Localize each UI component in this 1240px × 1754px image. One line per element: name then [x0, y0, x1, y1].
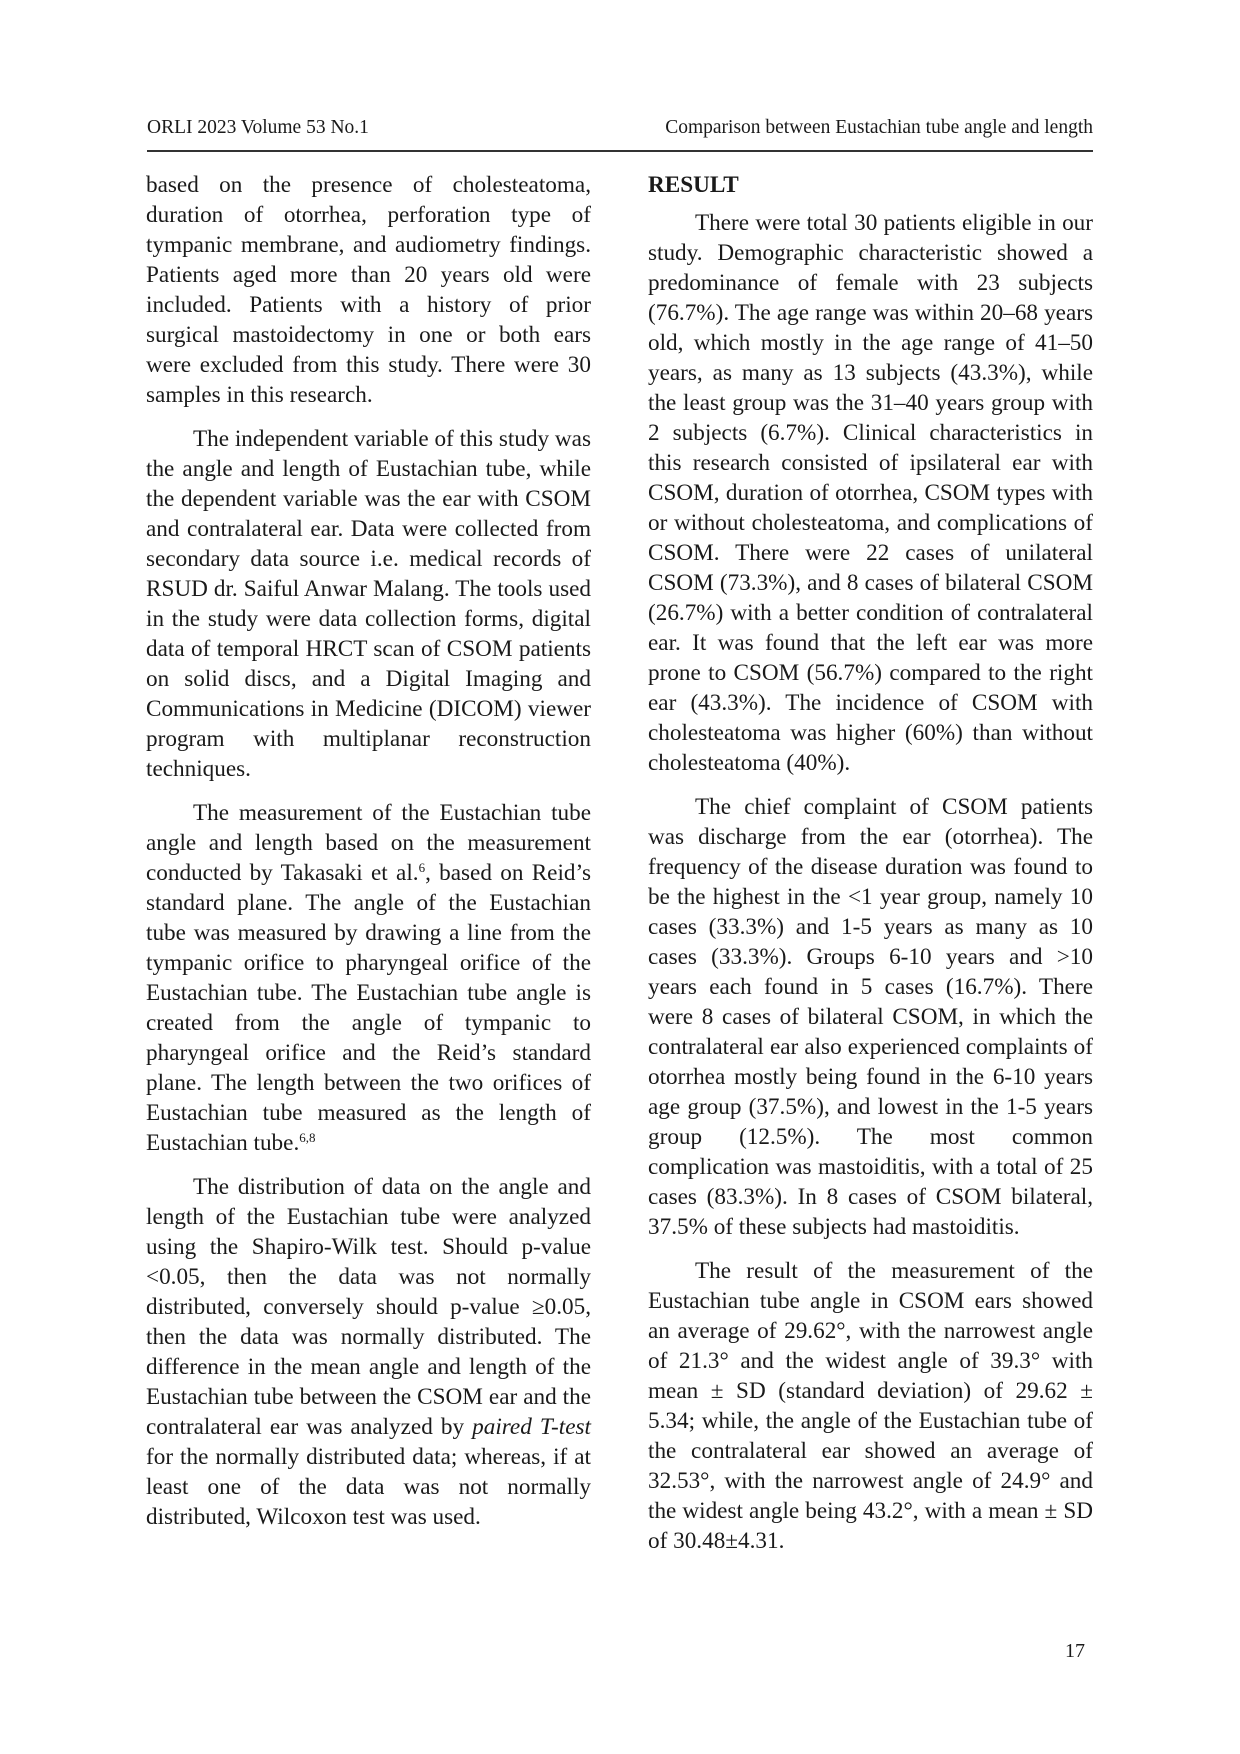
left-paragraph-1: based on the presence of cholesteatoma, duration of otorrhea, perforation type of tympanic membrane, and audiometry findings. Patients aged more than 20 years old were included. Patients with a history of prior surgical mastoidectomy in one or both ears were excluded from this study. There were 30 samples in this research.: [146, 172, 591, 408]
right-paragraph-1: There were total 30 patients eligible in our study. Demographic characteristic showed a predominance of female with 23 subjects (76.7%). The age range was within 20–68 years old, which mostly in the age range of 41–50 years, as many as 13 subjects (43.3%), while the least group was the 31–40 years group with 2 subjects (6.7%). Clinical characteristics in this research consisted of ipsilateral ear with CSOM, duration of otorrhea, CSOM types with or without cholesteatoma, and complications of CSOM. There were 22 cases of unilateral CSOM (73.3%), and 8 cases of bilateral CSOM (26.7%) with a better condition of contralateral ear. It was found that the left ear was more prone to CSOM (56.7%) compared to the right ear (43.3%). The incidence of CSOM with cholesteatoma was higher (60%) than without cholesteatoma (40%).: [648, 210, 1093, 776]
section-heading-result: RESULT: [648, 172, 739, 198]
left-paragraph-3: [146, 798, 591, 1158]
right-paragraph-2: The chief complaint of CSOM patients was discharge from the ear (otorrhea). The frequency of the disease duration was found to be the highest in the <1 year group, namely 10 cases (33.3%) and 1-5 years as many as 10 cases (33.3%). Groups 6-10 years and >10 years each found in 5 cases (16.7%). There were 8 cases of bilateral CSOM, in which the contralateral ear also experienced complaints of otorrhea mostly being found in the 6-10 years age group (37.5%), and lowest in the 1-5 years group (12.5%). The most common complication was mastoiditis, with a total of 25 cases (83.3%). In 8 cases of CSOM bilateral, 37.5% of these subjects had mastoiditis.: [648, 794, 1093, 1240]
running-header: [147, 114, 1093, 152]
citation-superscript: 6: [418, 860, 426, 875]
citation-superscript: 6,8: [299, 1130, 316, 1145]
journal-citation: ORLI 2023 Volume 53 No.1: [147, 117, 369, 138]
page-number: 17: [1065, 1640, 1085, 1662]
article-short-title: Comparison between Eustachian tube angle and length: [665, 117, 1093, 138]
p3-text-b: , based on Reid’s standard plane. The angle of the Eustachian tube was measured by drawing a line from the tympanic orifice to pharyngeal orifice of the Eustachian tube. The Eustachian tube angle is created from the angle of tympanic to pharyngeal orifice and the Reid’s standard plane. The length between the two orifices of Eustachian tube measured as the length of Eustachian tube.: [146, 860, 591, 1156]
left-paragraph-4: [146, 1172, 591, 1532]
left-paragraph-2: The independent variable of this study was the angle and length of Eustachian tube, while the dependent variable was the ear with CSOM and contralateral ear. Data were collected from secondary data source i.e. medical records of RSUD dr. Saiful Anwar Malang. The tools used in the study were data collection forms, digital data of temporal HRCT scan of CSOM patients on solid discs, and a Digital Imaging and Communications in Medicine (DICOM) viewer program with multiplanar reconstruction techniques.: [146, 426, 591, 782]
p4-text-a: The distribution of data on the angle and length of the Eustachian tube were analyzed using the Shapiro-Wilk test. Should p-value <0.05, then the data was not normally distributed, conversely should p-value ≥0.05, then the data was normally distributed. The difference in the mean angle and length of the Eustachian tube between the CSOM ear and the contralateral ear was analyzed by: [146, 1174, 591, 1440]
p4-italic-term: paired T-test: [472, 1414, 591, 1440]
p4-text-b: for the normally distributed data; whereas, if at least one of the data was not normally distributed, Wilcoxon test was used.: [146, 1444, 591, 1530]
right-column: [648, 170, 1093, 1570]
p3-text-a: The measurement of the Eustachian tube angle and length based on the measurement conducted by Takasaki et al.: [146, 800, 591, 886]
right-paragraph-3: The result of the measurement of the Eustachian tube angle in CSOM ears showed an average of 29.62°, with the narrowest angle of 21.3° and the widest angle of 39.3° with mean ± SD (standard deviation) of 29.62 ± 5.34; while, the angle of the Eustachian tube of the contralateral ear showed an average of 32.53°, with the narrowest angle of 24.9° and the widest angle being 43.2°, with a mean ± SD of 30.48±4.31.: [648, 1258, 1093, 1554]
left-column: [146, 170, 591, 1546]
